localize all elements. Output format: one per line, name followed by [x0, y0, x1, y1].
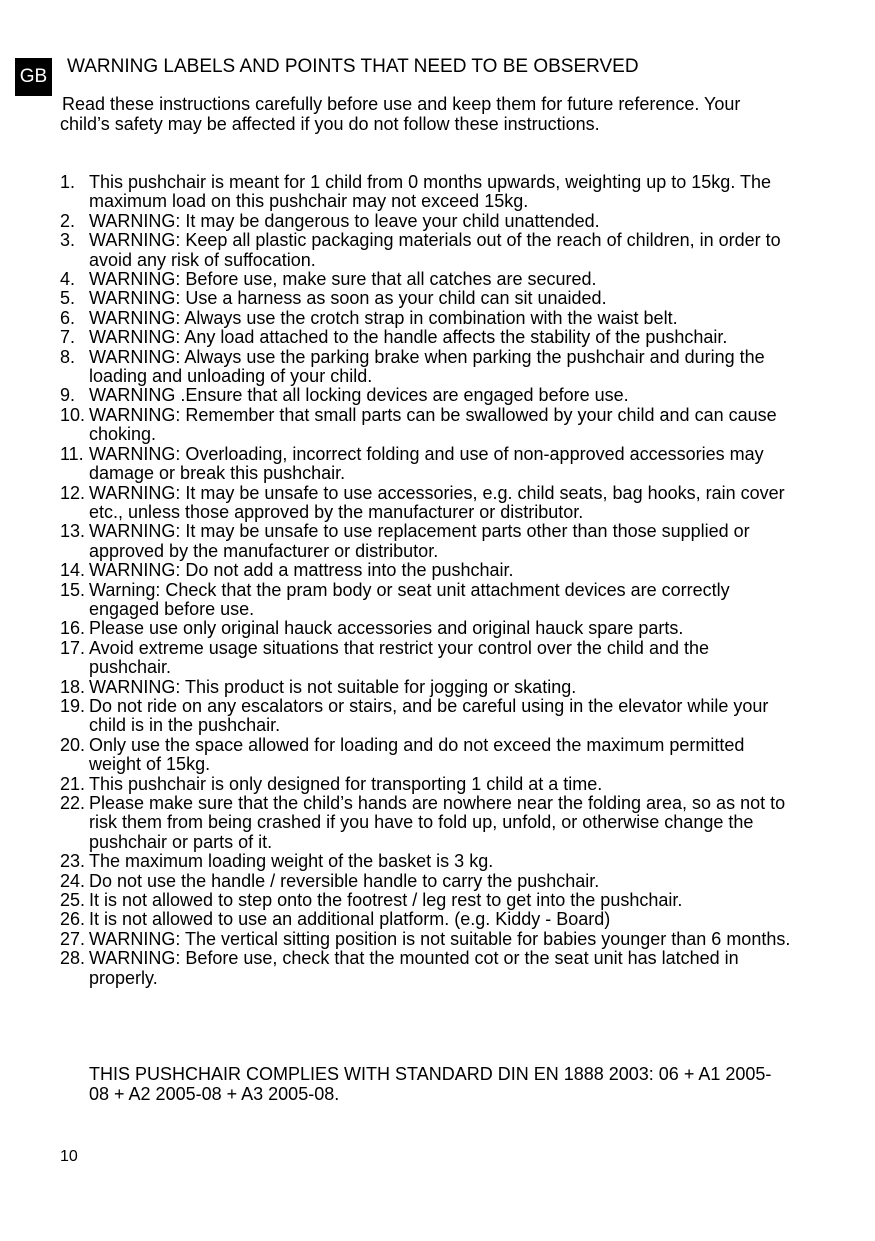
- warning-item-number: 16.: [60, 618, 86, 639]
- warning-item: [60, 445, 795, 484]
- warning-item-text: WARNING: This product is not suitable for jogging or skating.: [89, 676, 577, 697]
- language-badge: GB: [15, 58, 52, 96]
- warning-item-text: WARNING: Before use, check that the mounted cot or the seat unit has latched in properly.: [89, 948, 739, 988]
- warning-item-number: 12.: [60, 482, 86, 503]
- warning-item-number: 23.: [60, 851, 86, 872]
- warning-item: [60, 794, 795, 852]
- warning-item-number: 22.: [60, 793, 86, 813]
- warning-item: [60, 639, 795, 678]
- warning-item: [60, 697, 795, 736]
- warning-item-number: 26.: [60, 909, 86, 930]
- warning-item-text: WARNING: The vertical sitting position is not suitable for babies younger than 6 months.: [89, 928, 791, 949]
- warning-item: [60, 348, 795, 387]
- warning-item-number: 28.: [60, 948, 86, 969]
- warning-item-text: This pushchair is only designed for transporting 1 child at a time.: [89, 773, 603, 794]
- warning-item-text: Do not ride on any escalators or stairs, and be careful using in the elevator while your child is in the pushchair.: [89, 695, 769, 736]
- warning-item: [60, 561, 795, 580]
- warning-item: [60, 386, 795, 405]
- warning-item-text: WARNING: Overloading, incorrect folding and use of non-approved accessories may damage or break this pushchair.: [89, 443, 764, 484]
- warning-item: [60, 852, 795, 871]
- warning-item-text: It is not allowed to step onto the footrest / leg rest to get into the pushchair.: [89, 890, 683, 911]
- warning-item-number: 20.: [60, 734, 86, 755]
- page-number: 10: [60, 1148, 78, 1165]
- warning-item-number: 21.: [60, 773, 86, 794]
- warning-item-text: WARNING: Do not add a mattress into the pushchair.: [89, 560, 514, 581]
- warning-item-text: WARNING: Keep all plastic packaging materials out of the reach of children, in order to avoid any risk of suffocation.: [89, 230, 781, 270]
- warning-item-number: 9.: [60, 385, 76, 406]
- warning-item-text: WARNING: It may be unsafe to use accessories, e.g. child seats, bag hooks, rain cover etc., unless those approved by the manufacturer or distributor.: [89, 482, 785, 522]
- warning-item: [60, 212, 795, 231]
- warning-item: [60, 581, 795, 620]
- warning-item: [60, 309, 795, 328]
- warning-item-number: 4.: [60, 269, 76, 290]
- warning-item-text: WARNING: Before use, make sure that all catches are secured.: [89, 269, 597, 290]
- warning-item: [60, 406, 795, 445]
- warning-item: [60, 522, 795, 561]
- warning-item: [60, 231, 795, 270]
- warning-item-number: 5.: [60, 288, 76, 309]
- warning-item-text: This pushchair is meant for 1 child from 0 months upwards, weighting up to 15kg. The maximum load on this pushchair may not exceed 15kg.: [89, 172, 772, 212]
- warning-item-number: 8.: [60, 346, 76, 367]
- intro-paragraph: Read these instructions carefully before use and keep them for future reference. Your child’s safety may be affected if you do not follow these instructions.: [60, 94, 741, 134]
- warning-item: [60, 910, 795, 929]
- warning-item-text: WARNING .Ensure that all locking devices are engaged before use.: [89, 385, 629, 406]
- warning-item-text: Please make sure that the child’s hands are nowhere near the folding area, so as not to risk them from being crashed if you have to fold up, unfold, or otherwise change the pushchair or parts of it.: [89, 793, 786, 852]
- warning-item-text: WARNING: It may be dangerous to leave your child unattended.: [89, 210, 600, 231]
- warning-item: [60, 289, 795, 308]
- warning-item-number: 7.: [60, 327, 76, 348]
- warning-item-number: 25.: [60, 890, 86, 911]
- warning-item-number: 19.: [60, 695, 86, 716]
- warning-item-text: WARNING: It may be unsafe to use replacement parts other than those supplied or approved by the manufacturer or distributor.: [89, 521, 750, 561]
- page-heading: WARNING LABELS AND POINTS THAT NEED TO BE OBSERVED: [67, 56, 639, 77]
- warning-item-number: 6.: [60, 307, 76, 328]
- warning-item: [60, 173, 795, 212]
- warning-item-number: 27.: [60, 928, 86, 949]
- warning-item-number: 18.: [60, 676, 86, 697]
- warning-item-text: Warning: Check that the pram body or seat unit attachment devices are correctly engaged before use.: [89, 579, 730, 619]
- warning-item-text: WARNING: Use a harness as soon as your child can sit unaided.: [89, 288, 607, 309]
- warning-item-text: WARNING: Remember that small parts can be swallowed by your child and can cause choking.: [89, 404, 777, 445]
- warning-item-number: 10.: [60, 404, 86, 425]
- warning-item-text: WARNING: Always use the crotch strap in combination with the waist belt.: [89, 307, 678, 328]
- warning-list: [60, 173, 795, 988]
- standard-statement: THIS PUSHCHAIR COMPLIES WITH STANDARD DIN EN 1888 2003: 06 + A1 2005-08 + A2 2005-08 + A3 2005-08.: [89, 1064, 772, 1104]
- warning-item-number: 14.: [60, 560, 86, 581]
- warning-item-number: 11.: [60, 443, 84, 464]
- warning-item-text: Only use the space allowed for loading and do not exceed the maximum permitted weight of 15kg.: [89, 734, 745, 775]
- warning-item-text: WARNING: Any load attached to the handle affects the stability of the pushchair.: [89, 327, 728, 348]
- warning-item: [60, 484, 795, 523]
- warning-item: [60, 891, 795, 910]
- warning-item-text: Avoid extreme usage situations that restrict your control over the child and the pushchair.: [89, 637, 709, 678]
- warning-item-number: 1.: [60, 172, 76, 192]
- warning-item-text: WARNING: Always use the parking brake when parking the pushchair and during the loading and unloading of your child.: [89, 346, 765, 387]
- warning-item: [60, 619, 795, 638]
- warning-item-text: The maximum loading weight of the basket is 3 kg.: [89, 851, 494, 872]
- warning-item-text: Do not use the handle / reversible handle to carry the pushchair.: [89, 870, 600, 891]
- warning-item: [60, 775, 795, 794]
- warning-item-number: 13.: [60, 521, 86, 542]
- warning-item-text: It is not allowed to use an additional platform. (e.g. Kiddy - Board): [89, 909, 611, 930]
- warning-item: [60, 930, 795, 949]
- warning-item-number: 3.: [60, 230, 76, 251]
- warning-item-number: 17.: [60, 637, 86, 658]
- warning-item-text: Please use only original hauck accessories and original hauck spare parts.: [89, 618, 684, 639]
- warning-item-number: 24.: [60, 870, 86, 891]
- warning-item-number: 2.: [60, 210, 76, 231]
- warning-item: [60, 949, 795, 988]
- warning-item: [60, 678, 795, 697]
- warning-item: [60, 736, 795, 775]
- warning-item: [60, 872, 795, 891]
- warning-item-number: 15.: [60, 579, 86, 600]
- warning-item: [60, 270, 795, 289]
- warning-item: [60, 328, 795, 347]
